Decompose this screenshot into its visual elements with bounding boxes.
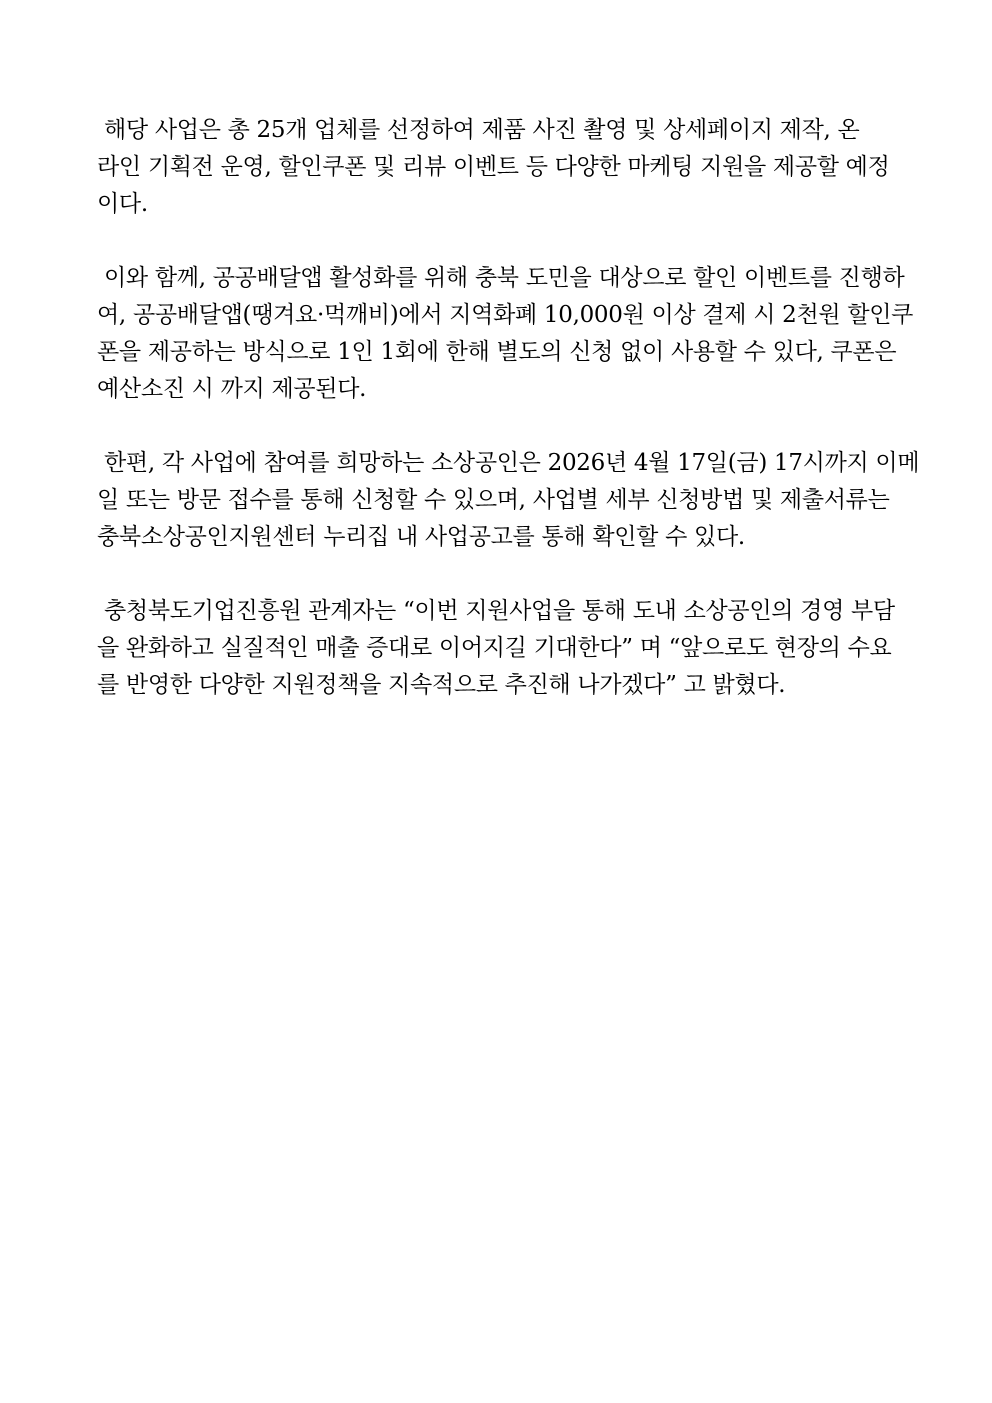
text-line: 폰을 제공하는 방식으로 1인 1회에 한해 별도의 신청 없이 사용할 수 있다, 쿠폰은 bbox=[97, 339, 897, 365]
text-line: 이와 함께, 공공배달앱 활성화를 위해 충북 도민을 대상으로 할인 이벤트를 진행하 bbox=[97, 265, 905, 291]
text-line: 일 또는 방문 접수를 통해 신청할 수 있으며, 사업별 세부 신청방법 및 제출서류는 bbox=[97, 487, 890, 513]
text-line: 여, 공공배달앱(땡겨요·먹깨비)에서 지역화폐 10,000원 이상 결제 시 2천원 할인쿠 bbox=[97, 302, 914, 328]
text-line: 한편, 각 사업에 참여를 희망하는 소상공인은 2026년 4월 17일(금) 17시까지 이메 bbox=[97, 450, 920, 476]
text-line: 을 완화하고 실질적인 매출 증대로 이어지길 기대한다” 며 “앞으로도 현장의 수요 bbox=[97, 635, 892, 661]
text-line: 충청북도기업진흥원 관계자는 “이번 지원사업을 통해 도내 소상공인의 경영 부담 bbox=[97, 598, 895, 624]
paragraph-official-quote bbox=[97, 593, 893, 704]
text-line: 를 반영한 다양한 지원정책을 지속적으로 추진해 나가겠다” 고 밝혔다. bbox=[97, 672, 786, 698]
paragraph-delivery-app-event bbox=[97, 260, 914, 408]
text-line: 해당 사업은 총 25개 업체를 선정하여 제품 사진 촬영 및 상세페이지 제작, 온 bbox=[97, 117, 860, 143]
text-line: 이다. bbox=[97, 191, 148, 217]
text-line: 충북소상공인지원센터 누리집 내 사업공고를 통해 확인할 수 있다. bbox=[97, 524, 745, 550]
text-line: 예산소진 시 까지 제공된다. bbox=[97, 376, 367, 402]
body-text bbox=[97, 112, 920, 741]
paragraph-application-info bbox=[97, 445, 920, 556]
text-line: 라인 기획전 운영, 할인쿠폰 및 리뷰 이벤트 등 다양한 마케팅 지원을 제공할 예정 bbox=[97, 154, 890, 180]
paragraph-project-overview bbox=[97, 112, 893, 223]
